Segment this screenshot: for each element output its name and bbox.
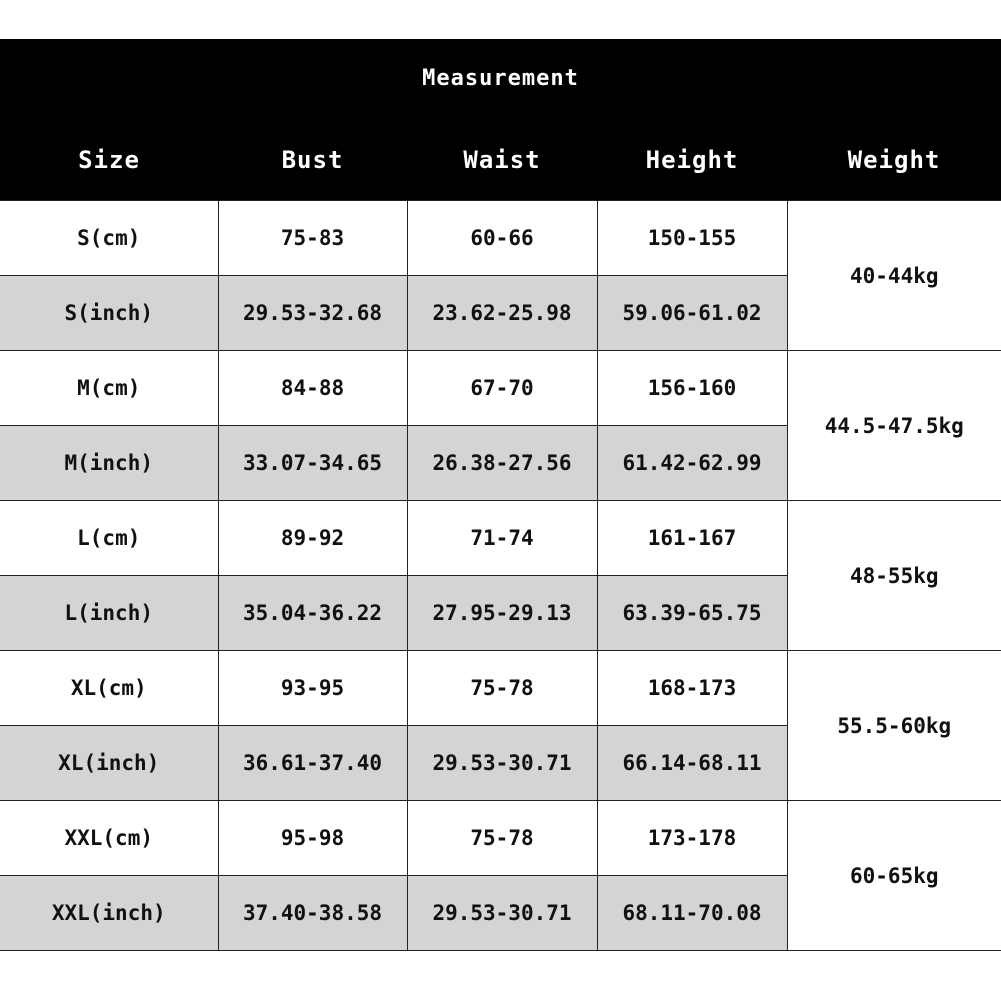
- waist-cell: 26.38-27.56: [407, 426, 597, 501]
- size-cell: XL(cm): [0, 651, 218, 726]
- waist-cell: 75-78: [407, 801, 597, 876]
- bust-cell: 29.53-32.68: [218, 276, 407, 351]
- height-cell: 173-178: [597, 801, 787, 876]
- table-row: [0, 651, 1001, 726]
- size-cell: M(cm): [0, 351, 218, 426]
- size-cell: XL(inch): [0, 726, 218, 801]
- table-row: [0, 801, 1001, 876]
- waist-cell: 23.62-25.98: [407, 276, 597, 351]
- column-header-row: [0, 119, 1001, 201]
- size-cell: M(inch): [0, 426, 218, 501]
- column-header-weight: Weight: [787, 119, 1001, 201]
- size-table: [0, 39, 1001, 951]
- bust-cell: 75-83: [218, 201, 407, 276]
- height-cell: 68.11-70.08: [597, 876, 787, 951]
- waist-cell: 71-74: [407, 501, 597, 576]
- height-cell: 156-160: [597, 351, 787, 426]
- bust-cell: 93-95: [218, 651, 407, 726]
- waist-cell: 60-66: [407, 201, 597, 276]
- bust-cell: 35.04-36.22: [218, 576, 407, 651]
- height-cell: 161-167: [597, 501, 787, 576]
- size-cell: S(inch): [0, 276, 218, 351]
- height-cell: 59.06-61.02: [597, 276, 787, 351]
- column-header-size: Size: [0, 119, 218, 201]
- waist-cell: 29.53-30.71: [407, 876, 597, 951]
- column-header-bust: Bust: [218, 119, 407, 201]
- height-cell: 61.42-62.99: [597, 426, 787, 501]
- size-chart: [0, 39, 1001, 951]
- column-header-waist: Waist: [407, 119, 597, 201]
- height-cell: 168-173: [597, 651, 787, 726]
- height-cell: 150-155: [597, 201, 787, 276]
- weight-cell: 44.5-47.5kg: [787, 351, 1001, 501]
- table-row: [0, 501, 1001, 576]
- table-row: [0, 201, 1001, 276]
- weight-cell: 48-55kg: [787, 501, 1001, 651]
- size-cell: XXL(cm): [0, 801, 218, 876]
- size-cell: S(cm): [0, 201, 218, 276]
- bust-cell: 89-92: [218, 501, 407, 576]
- waist-cell: 67-70: [407, 351, 597, 426]
- bust-cell: 36.61-37.40: [218, 726, 407, 801]
- bust-cell: 37.40-38.58: [218, 876, 407, 951]
- table-row: [0, 351, 1001, 426]
- table-title: Measurement: [0, 39, 1001, 119]
- size-cell: L(inch): [0, 576, 218, 651]
- size-cell: L(cm): [0, 501, 218, 576]
- waist-cell: 29.53-30.71: [407, 726, 597, 801]
- bust-cell: 84-88: [218, 351, 407, 426]
- weight-cell: 55.5-60kg: [787, 651, 1001, 801]
- waist-cell: 27.95-29.13: [407, 576, 597, 651]
- weight-cell: 40-44kg: [787, 201, 1001, 351]
- column-header-height: Height: [597, 119, 787, 201]
- bust-cell: 33.07-34.65: [218, 426, 407, 501]
- size-cell: XXL(inch): [0, 876, 218, 951]
- height-cell: 63.39-65.75: [597, 576, 787, 651]
- table-title-row: [0, 39, 1001, 119]
- bust-cell: 95-98: [218, 801, 407, 876]
- waist-cell: 75-78: [407, 651, 597, 726]
- weight-cell: 60-65kg: [787, 801, 1001, 951]
- height-cell: 66.14-68.11: [597, 726, 787, 801]
